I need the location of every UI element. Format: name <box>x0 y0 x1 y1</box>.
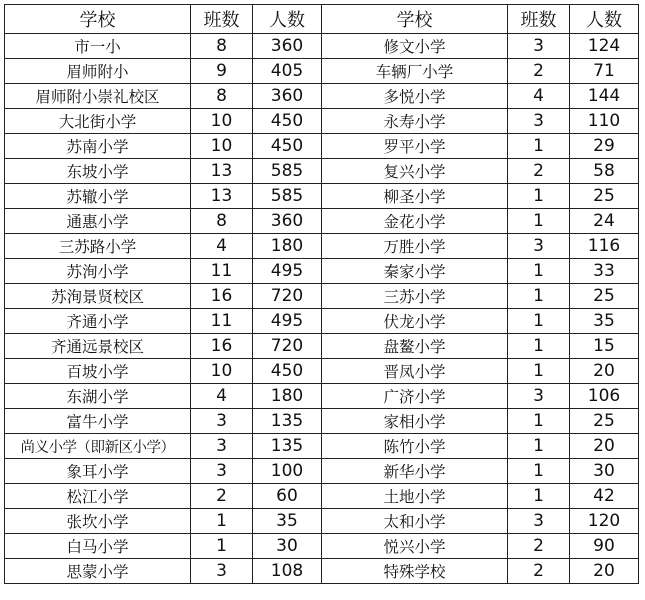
class-count-left: 13 <box>191 184 253 209</box>
school-name-left: 白马小学 <box>5 534 191 559</box>
table-row <box>5 209 639 234</box>
class-count-right: 2 <box>508 59 570 84</box>
school-name-left: 象耳小学 <box>5 459 191 484</box>
student-count-right: 124 <box>570 34 639 59</box>
student-count-left: 450 <box>253 109 322 134</box>
school-name-right: 三苏小学 <box>322 284 508 309</box>
student-count-left: 108 <box>253 559 322 584</box>
school-name-left: 通惠小学 <box>5 209 191 234</box>
class-count-right: 1 <box>508 459 570 484</box>
class-count-left: 10 <box>191 134 253 159</box>
student-count-left: 180 <box>253 384 322 409</box>
class-count-left: 11 <box>191 259 253 284</box>
student-count-right: 58 <box>570 159 639 184</box>
table-row <box>5 309 639 334</box>
school-name-left: 东湖小学 <box>5 384 191 409</box>
class-count-left: 1 <box>191 509 253 534</box>
table-row <box>5 234 639 259</box>
student-count-left: 450 <box>253 134 322 159</box>
class-count-right: 1 <box>508 209 570 234</box>
school-name-right: 晋凤小学 <box>322 359 508 384</box>
class-count-right: 2 <box>508 559 570 584</box>
student-count-right: 90 <box>570 534 639 559</box>
student-count-right: 15 <box>570 334 639 359</box>
student-count-right: 25 <box>570 284 639 309</box>
student-count-left: 495 <box>253 259 322 284</box>
school-name-right: 多悦小学 <box>322 84 508 109</box>
table-row <box>5 559 639 584</box>
student-count-left: 585 <box>253 159 322 184</box>
school-name-left: 思蒙小学 <box>5 559 191 584</box>
class-count-right: 2 <box>508 534 570 559</box>
header-students-left: 人数 <box>253 5 322 34</box>
student-count-right: 120 <box>570 509 639 534</box>
school-name-right: 永寿小学 <box>322 109 508 134</box>
class-count-left: 13 <box>191 159 253 184</box>
class-count-left: 3 <box>191 409 253 434</box>
table-row <box>5 384 639 409</box>
class-count-left: 3 <box>191 559 253 584</box>
class-count-right: 3 <box>508 234 570 259</box>
table-row <box>5 359 639 384</box>
table-row <box>5 409 639 434</box>
class-count-left: 3 <box>191 434 253 459</box>
student-count-left: 585 <box>253 184 322 209</box>
student-count-left: 135 <box>253 434 322 459</box>
student-count-left: 360 <box>253 84 322 109</box>
class-count-right: 1 <box>508 309 570 334</box>
school-name-left: 齐通远景校区 <box>5 334 191 359</box>
school-name-left: 苏洵景贤校区 <box>5 284 191 309</box>
table-row <box>5 534 639 559</box>
student-count-left: 360 <box>253 209 322 234</box>
table-row <box>5 34 639 59</box>
student-count-left: 360 <box>253 34 322 59</box>
table-row <box>5 284 639 309</box>
class-count-right: 2 <box>508 159 570 184</box>
table-row <box>5 134 639 159</box>
student-count-right: 144 <box>570 84 639 109</box>
school-name-right: 金花小学 <box>322 209 508 234</box>
class-count-left: 16 <box>191 284 253 309</box>
class-count-left: 16 <box>191 334 253 359</box>
header-school-left: 学校 <box>5 5 191 34</box>
table-row <box>5 84 639 109</box>
school-name-right: 新华小学 <box>322 459 508 484</box>
student-count-left: 720 <box>253 284 322 309</box>
school-name-right: 柳圣小学 <box>322 184 508 209</box>
student-count-right: 20 <box>570 559 639 584</box>
class-count-right: 1 <box>508 134 570 159</box>
class-count-right: 3 <box>508 34 570 59</box>
school-name-left: 松江小学 <box>5 484 191 509</box>
school-name-left: 富牛小学 <box>5 409 191 434</box>
student-count-right: 25 <box>570 184 639 209</box>
table-row <box>5 159 639 184</box>
school-name-right: 太和小学 <box>322 509 508 534</box>
table-row <box>5 484 639 509</box>
class-count-right: 1 <box>508 184 570 209</box>
school-name-left: 眉师附小 <box>5 59 191 84</box>
student-count-left: 495 <box>253 309 322 334</box>
class-count-right: 1 <box>508 284 570 309</box>
header-classes-left: 班数 <box>191 5 253 34</box>
class-count-left: 2 <box>191 484 253 509</box>
student-count-right: 116 <box>570 234 639 259</box>
class-count-right: 1 <box>508 359 570 384</box>
class-count-right: 1 <box>508 484 570 509</box>
school-name-right: 盘鳌小学 <box>322 334 508 359</box>
school-name-left: 市一小 <box>5 34 191 59</box>
class-count-right: 3 <box>508 109 570 134</box>
header-row <box>5 5 639 34</box>
table-row <box>5 259 639 284</box>
class-count-left: 4 <box>191 384 253 409</box>
class-count-left: 8 <box>191 34 253 59</box>
header-students-right: 人数 <box>570 5 639 34</box>
student-count-left: 450 <box>253 359 322 384</box>
school-enrollment-sheet <box>4 4 639 584</box>
student-count-left: 180 <box>253 234 322 259</box>
class-count-right: 3 <box>508 384 570 409</box>
student-count-right: 42 <box>570 484 639 509</box>
school-name-left: 百坡小学 <box>5 359 191 384</box>
student-count-left: 405 <box>253 59 322 84</box>
student-count-right: 30 <box>570 459 639 484</box>
student-count-right: 20 <box>570 434 639 459</box>
school-name-left: 张坎小学 <box>5 509 191 534</box>
class-count-left: 4 <box>191 234 253 259</box>
class-count-right: 1 <box>508 434 570 459</box>
class-count-left: 10 <box>191 359 253 384</box>
student-count-left: 30 <box>253 534 322 559</box>
table-row <box>5 184 639 209</box>
class-count-right: 4 <box>508 84 570 109</box>
table-row <box>5 509 639 534</box>
school-name-left: 尚义小学（即新区小学） <box>5 434 191 459</box>
student-count-right: 24 <box>570 209 639 234</box>
class-count-right: 1 <box>508 259 570 284</box>
school-name-left: 三苏路小学 <box>5 234 191 259</box>
school-name-right: 土地小学 <box>322 484 508 509</box>
school-name-right: 万胜小学 <box>322 234 508 259</box>
school-name-left: 苏洵小学 <box>5 259 191 284</box>
class-count-right: 1 <box>508 409 570 434</box>
class-count-left: 3 <box>191 459 253 484</box>
table-row <box>5 459 639 484</box>
class-count-left: 8 <box>191 84 253 109</box>
school-name-right: 特殊学校 <box>322 559 508 584</box>
class-count-left: 9 <box>191 59 253 84</box>
school-name-left: 苏辙小学 <box>5 184 191 209</box>
school-name-right: 罗平小学 <box>322 134 508 159</box>
student-count-left: 135 <box>253 409 322 434</box>
class-count-left: 8 <box>191 209 253 234</box>
table-row <box>5 109 639 134</box>
school-name-right: 伏龙小学 <box>322 309 508 334</box>
student-count-right: 106 <box>570 384 639 409</box>
student-count-right: 25 <box>570 409 639 434</box>
class-count-left: 10 <box>191 109 253 134</box>
header-classes-right: 班数 <box>508 5 570 34</box>
school-name-left: 眉师附小崇礼校区 <box>5 84 191 109</box>
school-name-right: 秦家小学 <box>322 259 508 284</box>
school-name-left: 苏南小学 <box>5 134 191 159</box>
student-count-left: 720 <box>253 334 322 359</box>
school-name-left: 齐通小学 <box>5 309 191 334</box>
school-enrollment-table <box>4 4 639 584</box>
student-count-right: 20 <box>570 359 639 384</box>
class-count-left: 11 <box>191 309 253 334</box>
student-count-right: 29 <box>570 134 639 159</box>
student-count-right: 71 <box>570 59 639 84</box>
school-name-right: 车辆厂小学 <box>322 59 508 84</box>
student-count-right: 33 <box>570 259 639 284</box>
school-name-right: 修文小学 <box>322 34 508 59</box>
school-name-right: 复兴小学 <box>322 159 508 184</box>
school-name-left: 大北街小学 <box>5 109 191 134</box>
school-name-right: 家相小学 <box>322 409 508 434</box>
class-count-right: 1 <box>508 334 570 359</box>
school-name-right: 悦兴小学 <box>322 534 508 559</box>
table-row <box>5 334 639 359</box>
student-count-right: 110 <box>570 109 639 134</box>
class-count-left: 1 <box>191 534 253 559</box>
school-name-left: 东坡小学 <box>5 159 191 184</box>
header-school-right: 学校 <box>322 5 508 34</box>
student-count-left: 100 <box>253 459 322 484</box>
school-name-right: 陈竹小学 <box>322 434 508 459</box>
student-count-right: 35 <box>570 309 639 334</box>
student-count-left: 60 <box>253 484 322 509</box>
student-count-left: 35 <box>253 509 322 534</box>
school-name-right: 广济小学 <box>322 384 508 409</box>
table-row <box>5 59 639 84</box>
table-body <box>5 34 639 584</box>
table-row <box>5 434 639 459</box>
class-count-right: 3 <box>508 509 570 534</box>
